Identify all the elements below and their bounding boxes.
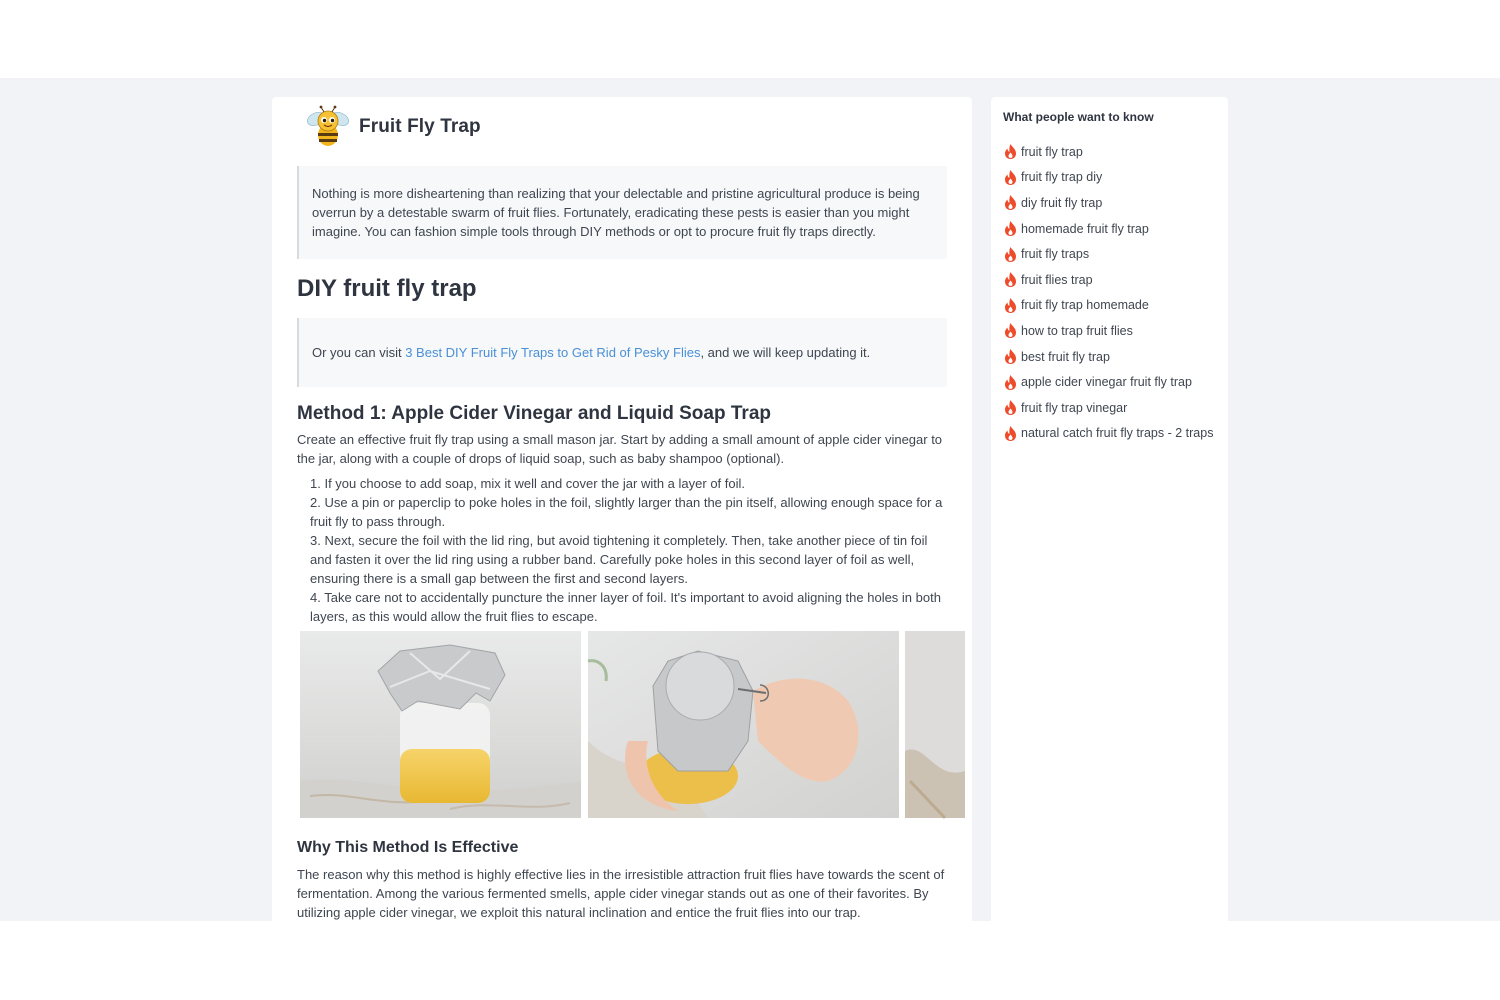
sidebar-link-label[interactable]: homemade fruit fly trap	[1021, 221, 1149, 236]
bee-logo-icon[interactable]	[304, 105, 352, 149]
sidebar-link[interactable]	[1003, 395, 1213, 421]
jar-foil-photo[interactable]	[300, 631, 581, 818]
visit-suffix: , and we will keep updating it.	[700, 345, 871, 360]
step-item: 2. Use a pin or paperclip to poke holes in the foil, slightly larger than the pin itself, allowing enough space for a fruit fly to pass through.	[310, 495, 943, 529]
fire-icon	[1003, 399, 1018, 416]
sidebar-link-label[interactable]: fruit fly trap	[1021, 144, 1083, 159]
sidebar-link-label[interactable]: diy fruit fly trap	[1021, 195, 1103, 210]
fire-icon	[1003, 348, 1018, 365]
method-1-heading: Method 1: Apple Cider Vinegar and Liquid Soap Trap	[297, 403, 771, 424]
fire-icon	[1003, 374, 1018, 391]
step-item: 1. If you choose to add soap, mix it well and cover the jar with a layer of foil.	[310, 476, 745, 491]
sidebar-link-label[interactable]: fruit fly traps	[1021, 247, 1090, 262]
sidebar-link-label[interactable]: best fruit fly trap	[1021, 349, 1110, 364]
step-item: 4. Take care not to accidentally puncture the inner layer of foil. It's important to avoid aligning the holes in both layers, as this would allow the fruit flies to escape.	[310, 590, 941, 624]
fire-icon	[1003, 194, 1018, 211]
site-title[interactable]: Fruit Fly Trap	[359, 116, 481, 137]
sidebar-title: What people want to know	[1003, 110, 1154, 124]
method-1-description: Create an effective fruit fly trap using a small mason jar. Start by adding a small amount of apple cider vinegar to the jar, along with a couple of drops of liquid soap, such as baby shampoo (optional).	[297, 432, 943, 466]
site-header	[304, 105, 481, 149]
section-heading-diy: DIY fruit fly trap	[297, 275, 477, 302]
fire-icon	[1003, 425, 1018, 442]
sidebar-link-label[interactable]: apple cider vinegar fruit fly trap	[1021, 375, 1192, 390]
article-card	[272, 97, 972, 937]
step-item: 3. Next, secure the foil with the lid ring, but avoid tightening it completely. Then, take another piece of tin foil and fasten it over the lid ring using a rubber band. Carefully poke holes in this second layer of foil as well, ensuring there is a small gap between the first and second layers.	[310, 533, 928, 586]
sidebar-link[interactable]	[1003, 369, 1213, 395]
why-effective-heading: Why This Method Is Effective	[297, 839, 519, 856]
sidebar-card	[991, 97, 1228, 937]
sidebar-link[interactable]	[1003, 318, 1213, 344]
fire-icon	[1003, 220, 1018, 237]
sidebar-link[interactable]	[1003, 344, 1213, 370]
sidebar-link[interactable]	[1003, 165, 1213, 191]
fire-icon	[1003, 297, 1018, 314]
popular-searches-list	[1003, 139, 1213, 446]
sidebar-link[interactable]	[1003, 139, 1213, 165]
sidebar-link[interactable]	[1003, 421, 1213, 447]
visit-blockquote	[297, 318, 947, 387]
sidebar-link[interactable]	[1003, 241, 1213, 267]
sidebar-link[interactable]	[1003, 293, 1213, 319]
fire-icon	[1003, 271, 1018, 288]
intro-blockquote	[297, 166, 947, 259]
visit-prefix: Or you can visit	[312, 345, 406, 360]
method-1-steps	[297, 474, 947, 626]
intro-text: Nothing is more disheartening than realizing that your delectable and pristine agricultural produce is being overrun by a detestable swarm of fruit flies. Fortunately, eradicating these pests is easier than you might imagine. You can fashion simple tools through DIY methods or opt to procure fruit fly traps directly.	[312, 186, 920, 239]
sidebar-link-label[interactable]: how to trap fruit flies	[1021, 323, 1133, 338]
image-gallery[interactable]	[297, 631, 947, 819]
sidebar-link[interactable]	[1003, 216, 1213, 242]
fire-icon	[1003, 143, 1018, 160]
why-effective-text: The reason why this method is highly effective lies in the irresistible attraction fruit flies have towards the scent of fermentation. Among the various fermented smells, apple cider vinegar stands out as one of their favorites. By utilizing apple cider vinegar, we exploit this natural inclination and entice the fruit flies into our trap.	[297, 867, 945, 920]
sidebar-link-label[interactable]: fruit fly trap homemade	[1021, 298, 1149, 313]
bottom-blank-band	[0, 921, 1500, 1000]
fire-icon	[1003, 246, 1018, 263]
article-content	[297, 166, 947, 964]
page-background	[0, 78, 1500, 921]
sidebar-link[interactable]	[1003, 267, 1213, 293]
third-photo-partial[interactable]	[905, 631, 965, 818]
sidebar-link-label[interactable]: fruit fly trap vinegar	[1021, 400, 1128, 415]
sidebar-link[interactable]	[1003, 190, 1213, 216]
sidebar-link-label[interactable]: fruit flies trap	[1021, 272, 1093, 287]
sidebar-link-label[interactable]: natural catch fruit fly traps - 2 traps	[1021, 426, 1214, 441]
fire-icon	[1003, 169, 1018, 186]
best-traps-link[interactable]: 3 Best DIY Fruit Fly Traps to Get Rid of Pesky Flies	[405, 345, 701, 360]
top-blank-band	[0, 0, 1500, 78]
sidebar-link-label[interactable]: fruit fly trap diy	[1021, 170, 1103, 185]
fire-icon	[1003, 322, 1018, 339]
poking-foil-photo[interactable]	[588, 631, 899, 818]
